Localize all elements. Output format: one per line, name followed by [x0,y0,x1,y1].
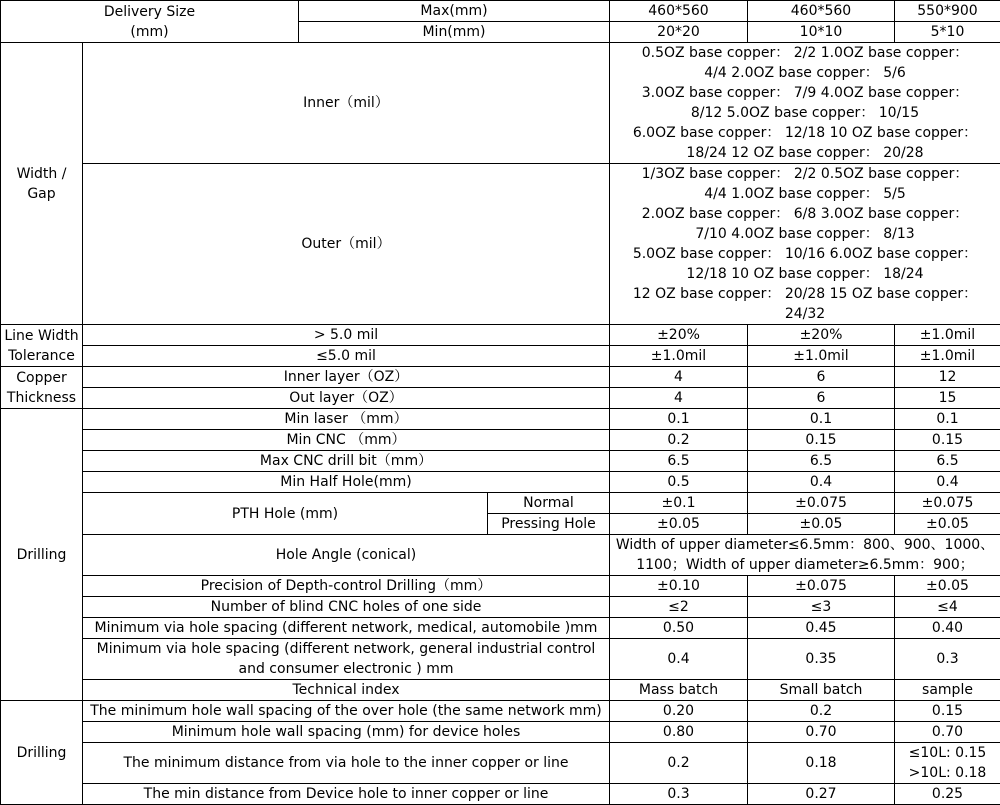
row-label: Minimum hole wall spacing (mm) for device holes [83,722,610,743]
cell-value: 4 [610,367,748,388]
cell-value: ±20% [610,325,748,346]
drilling-label: Drilling [1,409,83,701]
drilling-row [1,618,1000,639]
row-label: The minimum hole wall spacing of the over hole (the same network mm) [83,701,610,722]
cell-value: ±20% [748,325,895,346]
row-label: The min distance from Device hole to inner copper or line [83,784,610,805]
column-header: Mass batch [610,680,748,701]
cell-value: ±1.0mil [895,346,1000,367]
cell-value: ±0.10 [610,576,748,597]
hole-angle-value: Width of upper diameter≤6.5mm：800、900、1000、 1100；Width of upper diameter≥6.5mm：900； [610,535,1000,576]
pth-normal-label: Normal [488,493,610,514]
cell-value: 0.2 [610,743,748,784]
cell-value: 10*10 [748,22,895,43]
line-width-label: Line Width Tolerance [1,325,83,367]
cell-value: 6 [748,367,895,388]
outer-mil-value: 1/3OZ base copper： 2/2 0.5OZ base copper： 4/4 1.0OZ base copper： 5/5 2.0OZ base copper： 6/8 3.0OZ base copper： 7/10 4.0OZ base copper： 8/13 5.0OZ base copper： 10/16 6.0OZ base copper： 12/18 10 OZ base copper： 18/24 12 OZ base copper： 20/28 15 OZ base copper： 24/32 [610,164,1000,325]
drilling-row [1,451,1000,472]
width-gap-label: Width / Gap [1,43,83,325]
technical-index-row [1,680,1000,701]
cell-value: 0.1 [610,409,748,430]
cell-value: 0.40 [895,618,1000,639]
drilling-row [1,430,1000,451]
cell-value: 12 [895,367,1000,388]
cell-value: 0.5 [610,472,748,493]
row-label: Inner layer（OZ） [83,367,610,388]
copper-thickness-label: Copper Thickness [1,367,83,409]
cell-value: 0.35 [748,639,895,680]
cell-value: 0.50 [610,618,748,639]
drilling-row [1,472,1000,493]
technical-index-label: Technical index [83,680,610,701]
cell-value: 6.5 [895,451,1000,472]
row-label: Min CNC （mm） [83,430,610,451]
drilling2-row [1,784,1000,805]
drilling-row [1,639,1000,680]
cell-value: 0.2 [748,701,895,722]
outer-mil-label: Outer（mil） [83,164,610,325]
cell-value: ±1.0mil [610,346,748,367]
cell-value: ≤10L: 0.15 >10L: 0.18 [895,743,1000,784]
cell-value: ±0.05 [748,514,895,535]
row-label: Max CNC drill bit（mm） [83,451,610,472]
inner-mil-value: 0.5OZ base copper： 2/2 1.0OZ base copper： 4/4 2.0OZ base copper： 5/6 3.0OZ base copper： 7/9 4.0OZ base copper： 8/12 5.0OZ base copper： 10/15 6.0OZ base copper： 12/18 10 OZ base copper： 18/24 12 OZ base copper： 20/28 [610,43,1000,164]
cell-value: 460*560 [610,1,748,22]
cell-value: ±0.075 [895,493,1000,514]
line-width-row [1,346,1000,367]
delivery-max-row [1,1,1000,22]
cell-value: 0.4 [610,639,748,680]
cell-value: ±1.0mil [748,346,895,367]
cell-value: ≤2 [610,597,748,618]
cell-value: 15 [895,388,1000,409]
pth-pressing-label: Pressing Hole [488,514,610,535]
column-header: sample [895,680,1000,701]
cell-value: ±0.1 [610,493,748,514]
row-label: Min Half Hole(mm) [83,472,610,493]
row-label: Number of blind CNC holes of one side [83,597,610,618]
drilling-row [1,597,1000,618]
cell-value: 0.4 [895,472,1000,493]
cell-value: 6.5 [610,451,748,472]
cell-value: 0.1 [748,409,895,430]
cell-value: 0.45 [748,618,895,639]
cell-value: 0.3 [895,639,1000,680]
cell-value: 0.18 [748,743,895,784]
copper-row [1,367,1000,388]
cell-value: 6.5 [748,451,895,472]
cell-value: 0.4 [748,472,895,493]
cell-value: 0.25 [895,784,1000,805]
cell-value: 550*900 [895,1,1000,22]
cell-value: 0.3 [610,784,748,805]
cell-value: 460*560 [748,1,895,22]
hole-angle-label: Hole Angle (conical) [83,535,610,576]
row-label: ≤5.0 mil [83,346,610,367]
cell-value: 20*20 [610,22,748,43]
cell-value: 0.15 [895,430,1000,451]
cell-value: 6 [748,388,895,409]
pth-hole-label: PTH Hole (mm) [83,493,488,535]
column-header: Small batch [748,680,895,701]
drilling2-row [1,743,1000,784]
cell-value: ≤3 [748,597,895,618]
row-label: > 5.0 mil [83,325,610,346]
copper-row [1,388,1000,409]
cell-value: 0.27 [748,784,895,805]
cell-value: ±1.0mil [895,325,1000,346]
cell-value: 0.70 [895,722,1000,743]
cell-value: 0.2 [610,430,748,451]
cell-value: ±0.075 [748,576,895,597]
width-gap-inner-row [1,43,1000,164]
cell-value: 4 [610,388,748,409]
drilling2-label: Drilling [1,701,83,805]
cell-value: 0.1 [895,409,1000,430]
row-label: Min laser （mm） [83,409,610,430]
cell-value: ±0.05 [610,514,748,535]
cell-value: 0.80 [610,722,748,743]
cell-value: ±0.05 [895,514,1000,535]
cell-value: 0.70 [748,722,895,743]
cell-value: 0.20 [610,701,748,722]
cell-value: ±0.05 [895,576,1000,597]
row-label: The minimum distance from via hole to the inner copper or line [83,743,610,784]
drilling2-row [1,722,1000,743]
pth-normal-row [1,493,1000,514]
cell-value: 0.15 [748,430,895,451]
cell-value: ±0.075 [748,493,895,514]
hole-angle-row [1,535,1000,576]
drilling2-row [1,701,1000,722]
inner-mil-label: Inner（mil） [83,43,610,164]
row-label: Minimum via hole spacing (different network, general industrial control and consumer electronic ) mm [83,639,610,680]
cell-value: 0.15 [895,701,1000,722]
width-gap-outer-row [1,164,1000,325]
cell-value: ≤4 [895,597,1000,618]
row-label: Minimum via hole spacing (different network, medical, automobile )mm [83,618,610,639]
row-label: Out layer（OZ） [83,388,610,409]
delivery-size-label: Delivery Size (mm) [1,1,299,43]
row-label: Precision of Depth-control Drilling（mm） [83,576,610,597]
drilling-row [1,576,1000,597]
line-width-row [1,325,1000,346]
drilling-row [1,409,1000,430]
cell-value: 5*10 [895,22,1000,43]
delivery-min-label: Min(mm) [299,22,610,43]
delivery-max-label: Max(mm) [299,1,610,22]
